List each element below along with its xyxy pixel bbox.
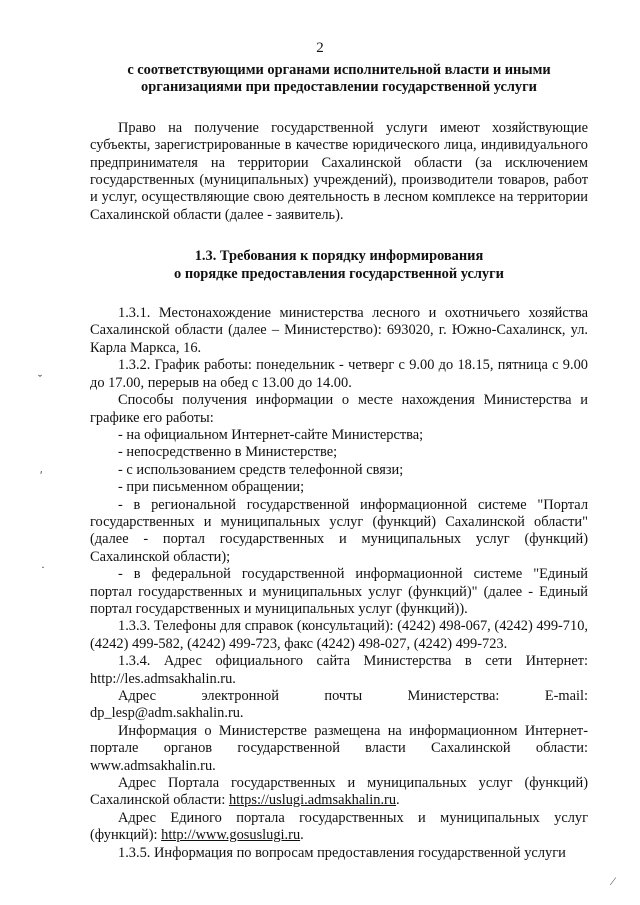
regional-portal-paragraph: Адрес Портала государственных и муниципальных услуг (функций) Сахалинской области: https://uslugi.admsakhalin.ru. bbox=[90, 775, 588, 809]
info-portal-text: Информация о Министерстве размещена на информационном Интернет-портале органов государственной власти Сахалинской области: bbox=[90, 722, 588, 757]
regional-portal-text: Адрес Портала государственных и муниципальных услуг (функций) Сахалинской области: bbox=[90, 775, 588, 809]
info-portal-paragraph bbox=[90, 723, 588, 775]
applicants-paragraph: Право на получение государственной услуги имеют хозяйствующие субъекты, зарегистрированные в качестве юридического лица, индивидуального предпринимателя на территории Сахалинской области (за исключением государственных (муниципальных) учреждений), производители товаров, работ и услуг, осуществляющие свою деятельность в лесном комплексе на территории Сахалинской области (далее - заявитель). bbox=[90, 119, 588, 223]
ways-list-item: - при письменном обращении; bbox=[118, 479, 305, 496]
intro-heading-line-1: с соответствующими органами исполнительной власти и иными bbox=[127, 62, 551, 78]
email-address[interactable]: dp_lesp@adm.sakhalin.ru. bbox=[90, 705, 244, 722]
document-body bbox=[90, 62, 588, 862]
unified-portal-link[interactable]: http://www.gosuslugi.ru bbox=[161, 827, 301, 844]
margin-mark: · bbox=[41, 560, 45, 574]
paragraph-1-3-2: 1.3.2. График работы: понедельник - четверг с 9.00 до 18.15, пятница с 9.00 до 17.00, перерыв на обед с 13.00 до 14.00. bbox=[90, 357, 588, 391]
paragraph-1-3-3: 1.3.3. Телефоны для справок (консультаций): (4242) 498-067, (4242) 499-710, (4242) 499-582, (4242) 499-723, факс (4242) 498-027, (4242) 499-723. bbox=[90, 618, 588, 652]
info-portal-url[interactable]: www.admsakhalin.ru. bbox=[90, 757, 216, 774]
section-title-line-1: 1.3. Требования к порядку информирования bbox=[194, 248, 484, 265]
ways-list-item: - с использованием средств телефонной связи; bbox=[118, 461, 404, 478]
margin-mark: ⁄ bbox=[612, 874, 615, 888]
margin-mark: ˇ bbox=[38, 372, 42, 386]
email-paragraph bbox=[90, 688, 588, 705]
unified-portal-text: Адрес Единого портала государственных и муниципальных услуг (функций): bbox=[90, 809, 588, 844]
unified-portal-paragraph: Адрес Единого портала государственных и муниципальных услуг (функций): http://www.gosuslugi.ru. bbox=[90, 809, 588, 844]
ways-list-item: - в федеральной государственной информационной системе "Единый портал государственных и муниципальных услуг (функций)" (далее - Единый портал государственных и муниципальных услуг (функций)). bbox=[90, 566, 588, 617]
ways-list-item: - на официальном Интернет-сайте Министерства; bbox=[118, 426, 424, 443]
ways-intro: Способы получения информации о месте нахождения Министерства и графике его работы: bbox=[90, 392, 588, 426]
paragraph-1-3-1: 1.3.1. Местонахождение министерства лесного и охотничьего хозяйства Сахалинской области (далее – Министерство): 693020, г. Южно-Сахалинск, ул. Карла Маркса, 16. bbox=[90, 305, 588, 356]
ways-list-item: - в региональной государственной информационной системе "Портал государственных и муниципальных услуг (функций) Сахалинской области" (далее - портал государственных и муниципальных услуг (функций) Сахалинской области); bbox=[90, 496, 588, 565]
ways-list-item: - непосредственно в Министерстве; bbox=[118, 444, 338, 461]
paragraph-1-3-4: 1.3.4. Адрес официального сайта Министерства в сети Интернет: http://les.admsakhalin.ru. bbox=[90, 653, 588, 687]
section-title-line-2: о порядке предоставления государственной услуги bbox=[174, 265, 504, 282]
regional-portal-link[interactable]: https://uslugi.admsakhalin.ru bbox=[228, 792, 397, 809]
email-label: Адрес электронной почты Министерства: E-mail: bbox=[118, 688, 588, 704]
margin-mark: ʹ bbox=[40, 468, 43, 482]
email-value-line bbox=[90, 705, 588, 722]
paragraph-1-3-5: 1.3.5. Информация по вопросам предоставления государственной услуги bbox=[118, 844, 566, 861]
intro-heading-line-2: организациями при предоставлении государственной услуги bbox=[141, 79, 537, 96]
page-number: 2 bbox=[316, 40, 324, 56]
